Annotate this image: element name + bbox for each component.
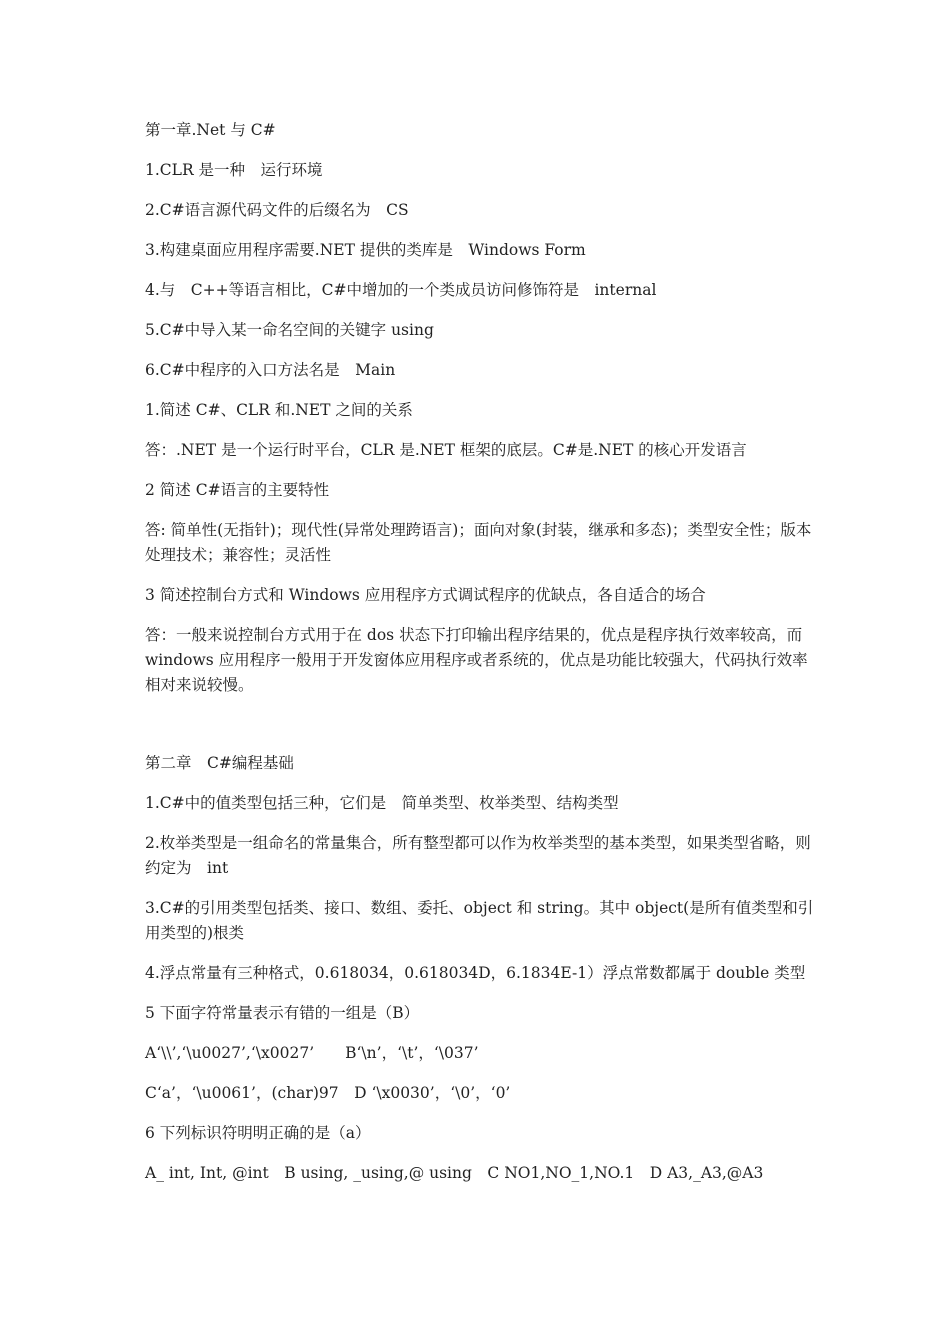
document-page [145, 118, 815, 1201]
chapter1-title: 第一章.Net 与 C# [145, 121, 276, 139]
chapter1-item-6: 6.C#中程序的入口方法名是 Main [145, 361, 396, 379]
chapter2-item-1: 1.C#中的值类型包括三种，它们是 简单类型、枚举类型、结构类型 [145, 794, 619, 812]
chapter1-item-5: 5.C#中导入某一命名空间的关键字 using [145, 321, 434, 339]
chapter2-question-6: 6 下列标识符明明正确的是（a） [145, 1124, 371, 1142]
chapter1-question-2: 2 简述 C#语言的主要特性 [145, 481, 330, 499]
chapter1-answer-3: 答：一般来说控制台方式用于在 dos 状态下打印输出程序结果的，优点是程序执行效率较高，而 windows 应用程序一般用于开发窗体应用程序或者系统的，优点是功能比较强大，代码执行效率相对来说较慢。 [145, 626, 808, 694]
chapter2-question-5-options-cd: C‘a’，‘\u0061’，(char)97 D ‘\x0030’，‘\0’，‘0’ [145, 1084, 511, 1102]
chapter1-item-3: 3.构建桌面应用程序需要.NET 提供的类库是 Windows Form [145, 241, 586, 259]
chapter1-item-1: 1.CLR 是一种 运行环境 [145, 161, 323, 179]
chapter1-question-3: 3 简述控制台方式和 Windows 应用程序方式调试程序的优缺点，各自适合的场合 [145, 586, 706, 604]
chapter2-question-6-options: A_ int, Int, @int B using, _using,@ using C NO1,NO_1,NO.1 D A3,_A3,@A3 [145, 1164, 764, 1182]
chapter2-item-3: 3.C#的引用类型包括类、接口、数组、委托、object 和 string。其中 object(是所有值类型和引用类型的)根类 [145, 899, 814, 942]
chapter2-title: 第二章 C#编程基础 [145, 754, 294, 772]
chapter1-question-1: 1.简述 C#、CLR 和.NET 之间的关系 [145, 401, 413, 419]
section-gap [145, 713, 815, 751]
chapter2-question-5: 5 下面字符常量表示有错的一组是（B） [145, 1004, 420, 1022]
chapter2-item-4: 4.浮点常量有三种格式，0.618034，0.618034D，6.1834E-1）浮点常数都属于 double 类型 [145, 964, 806, 982]
chapter1-item-4: 4.与 C++等语言相比，C#中增加的一个类成员访问修饰符是 internal [145, 281, 657, 299]
chapter2-item-2: 2.枚举类型是一组命名的常量集合，所有整型都可以作为枚举类型的基本类型，如果类型省略，则约定为 int [145, 834, 811, 877]
chapter1-answer-2: 答: 简单性(无指针)；现代性(异常处理跨语言)；面向对象(封装，继承和多态)；类型安全性；版本处理技术；兼容性；灵活性 [145, 521, 812, 564]
chapter2-question-5-options-ab: A‘\\’,‘\u0027’,‘\x0027’ B‘\n’，‘\t’，‘\037’ [145, 1044, 479, 1062]
chapter1-item-2: 2.C#语言源代码文件的后缀名为 CS [145, 201, 409, 219]
chapter1-answer-1: 答：.NET 是一个运行时平台，CLR 是.NET 框架的底层。C#是.NET 的核心开发语言 [145, 441, 747, 459]
